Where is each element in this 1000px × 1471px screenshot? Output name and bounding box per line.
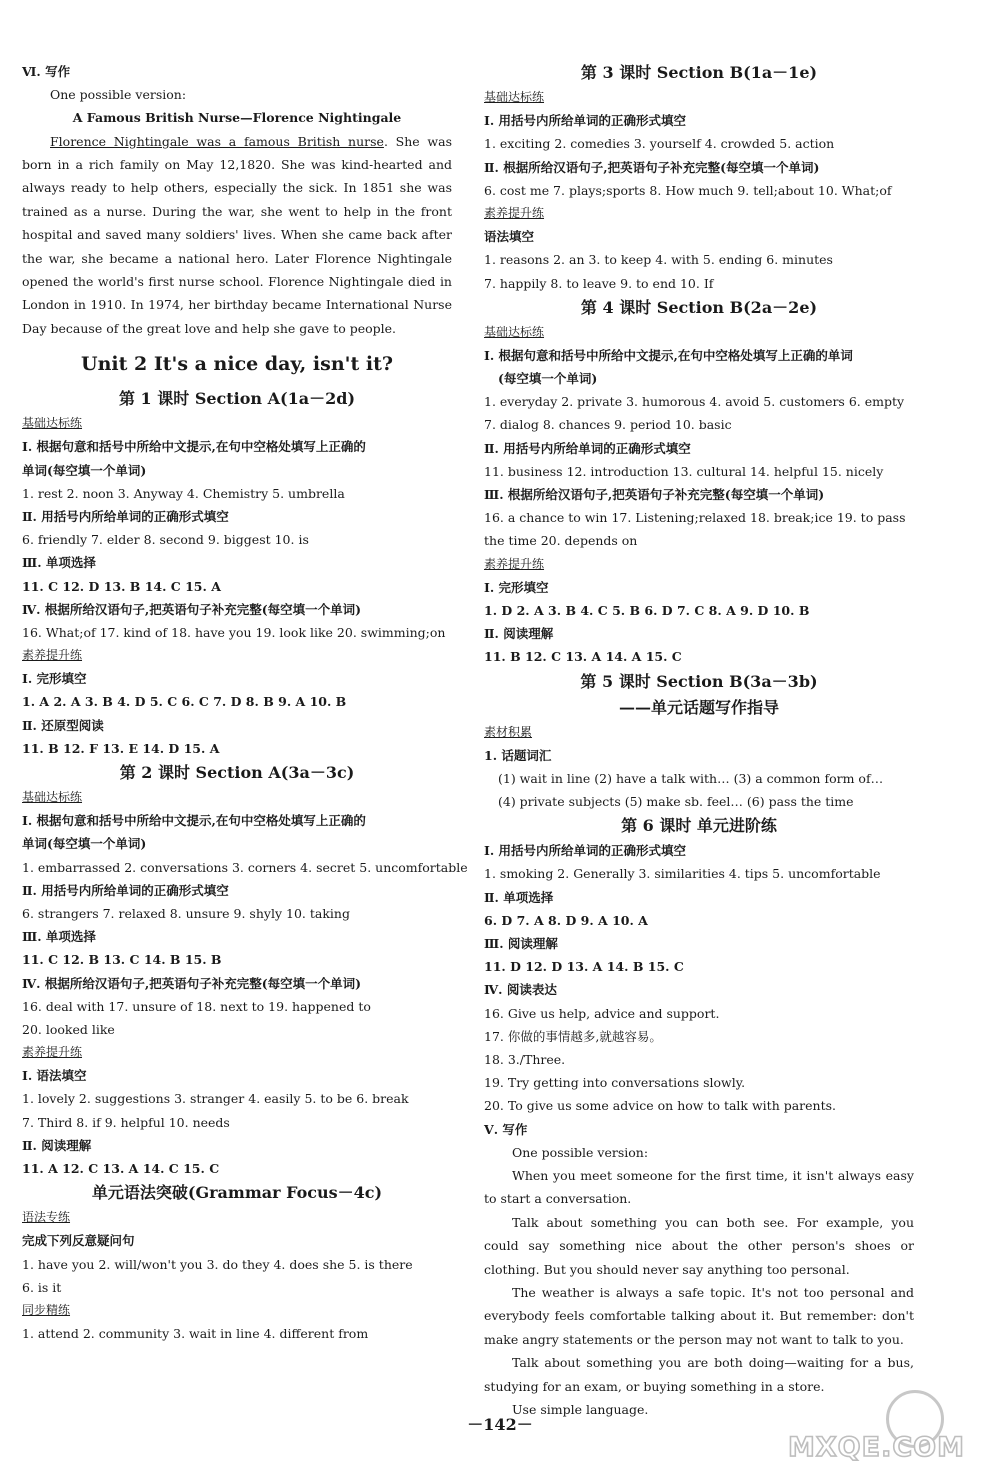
answer-line: 11. B 12. F 13. E 14. D 15. A bbox=[22, 740, 220, 756]
lesson-6-title: 第 6 课时 单元进阶练 bbox=[621, 816, 777, 836]
answer-line: 11. C 12. B 13. C 14. B 15. B bbox=[22, 952, 222, 968]
answer-line: 6. strangers 7. relaxed 8. unsure 9. shyly 10. taking bbox=[22, 905, 350, 921]
exercise-instruction: Ⅰ. 根据句意和括号中所给中文提示,在句中空格处填写上正确的 bbox=[22, 813, 366, 829]
lesson-3-title: 第 3 课时 Section B(1a－1e) bbox=[580, 63, 818, 82]
essay-underlined-text: Florence Nightingale was a famous British nurse bbox=[50, 133, 384, 149]
exercise-instruction: 单词(每空填一个单词) bbox=[22, 836, 147, 852]
lesson-2-title: 第 2 课时 Section A(3a－3c) bbox=[119, 763, 355, 783]
essay-paragraph: Use simple language. bbox=[512, 1401, 649, 1417]
answer-line: (1) wait in line (2) have a talk with… (3) a common form of… bbox=[498, 770, 884, 786]
exercise-instruction: Ⅱ. 根据所给汉语句子,把英语句子补充完整(每空填一个单词) bbox=[484, 159, 820, 175]
answer-line: 6. cost me 7. plays;sports 8. How much 9. tell;about 10. What;of bbox=[484, 182, 892, 198]
exercise-instruction: Ⅰ. 根据句意和括号中所给中文提示,在句中空格处填写上正确的单词 bbox=[484, 347, 853, 363]
section-tag-improve: 素养提升练 bbox=[22, 1045, 83, 1060]
answer-line: 16. a chance to win 17. Listening;relaxed 18. break;ice 19. to pass bbox=[484, 510, 906, 526]
exercise-instruction: (每空填一个单词) bbox=[498, 371, 598, 387]
answer-line: 1. everyday 2. private 3. humorous 4. avoid 5. customers 6. empty bbox=[484, 394, 905, 410]
answer-line: 6. D 7. A 8. D 9. A 10. A bbox=[484, 912, 648, 928]
essay-paragraph: The weather is always a safe topic. It's not too personal and everybody feels comfortable talking about it. But remember: don't make angry statements or the person may not want to talk to you. bbox=[484, 1284, 914, 1347]
answer-line: 20. looked like bbox=[22, 1021, 115, 1037]
section-tag-basic: 基础达标练 bbox=[22, 790, 83, 805]
answer-line: 16. What;of 17. kind of 18. have you 19. look like 20. swimming;on bbox=[22, 624, 446, 640]
exercise-instruction: Ⅰ. 完形填空 bbox=[22, 671, 87, 687]
section-tag-basic: 基础达标练 bbox=[484, 90, 545, 104]
exercise-instruction: 单词(每空填一个单词) bbox=[22, 462, 147, 478]
answer-line: 18. 3./Three. bbox=[484, 1051, 566, 1067]
answer-line: 1. smoking 2. Generally 3. similarities 4. tips 5. uncomfortable bbox=[484, 866, 881, 882]
answer-line: 11. A 12. C 13. A 14. C 15. C bbox=[22, 1161, 220, 1177]
exercise-instruction: Ⅰ. 语法填空 bbox=[22, 1068, 87, 1084]
answer-line: 6. is it bbox=[22, 1279, 62, 1295]
essay-paragraph: Talk about something you are both doing—waiting for a bus, studying for an exam, or buying something in a store. bbox=[484, 1355, 914, 1394]
answer-line: 1. attend 2. community 3. wait in line 4. different from bbox=[22, 1326, 369, 1342]
exercise-instruction: Ⅰ. 用括号内所给单词的正确形式填空 bbox=[484, 843, 687, 859]
essay-paragraph: When you meet someone for the first time, it isn't always easy to start a conversation. bbox=[484, 1167, 914, 1207]
answer-line: 7. dialog 8. chances 9. period 10. basic bbox=[484, 417, 732, 433]
exercise-instruction: Ⅱ. 单项选择 bbox=[484, 889, 554, 905]
answer-line: 20. To give us some advice on how to talk with parents. bbox=[484, 1098, 837, 1114]
exercise-instruction: Ⅱ. 用括号内所给单词的正确形式填空 bbox=[484, 440, 691, 456]
lesson-4-title: 第 4 课时 Section B(2a－2e) bbox=[580, 297, 818, 317]
possible-version-label: One possible version: bbox=[512, 1144, 649, 1160]
section-tag-basic: 基础达标练 bbox=[22, 416, 83, 431]
exercise-instruction: Ⅲ. 阅读理解 bbox=[484, 936, 558, 951]
watermark-text: MXQE.COM bbox=[788, 1432, 965, 1463]
answer-line: 7. happily 8. to leave 9. to end 10. If bbox=[484, 275, 714, 291]
answer-line: 11. C 12. D 13. B 14. C 15. A bbox=[22, 578, 221, 594]
lesson-1-title: 第 1 课时 Section A(1a－2d) bbox=[118, 389, 356, 409]
lesson-5-subtitle: ——单元话题写作指导 bbox=[618, 697, 779, 717]
section-tag-sync: 同步精练 bbox=[22, 1302, 71, 1317]
answer-line: 1. have you 2. will/won't you 3. do they 4. does she 5. is there bbox=[22, 1256, 413, 1272]
exercise-instruction: Ⅳ. 阅读表达 bbox=[484, 982, 557, 998]
answer-line: 1. D 2. A 3. B 4. C 5. B 6. D 7. C 8. A 9. D 10. B bbox=[484, 602, 810, 618]
watermark bbox=[768, 1388, 968, 1466]
answer-line: 1. exciting 2. comedies 3. yourself 4. crowded 5. action bbox=[484, 136, 835, 152]
exercise-instruction: Ⅲ. 单项选择 bbox=[22, 929, 96, 945]
exercise-instruction: Ⅱ. 阅读理解 bbox=[484, 626, 554, 642]
section-tag-material: 素材积累 bbox=[484, 724, 533, 739]
exercise-instruction: 完成下列反意疑问句 bbox=[22, 1233, 135, 1249]
answer-line: 1. reasons 2. an 3. to keep 4. with 5. ending 6. minutes bbox=[484, 252, 833, 268]
answer-line: 11. business 12. introduction 13. cultural 14. helpful 15. nicely bbox=[484, 463, 884, 479]
writing-header: Ⅵ. 写作 bbox=[22, 64, 71, 79]
right-column bbox=[484, 60, 914, 1421]
answer-line: 17. 你做的事情越多,就越容易。 bbox=[484, 1028, 662, 1044]
exercise-instruction: Ⅲ. 单项选择 bbox=[22, 555, 96, 571]
exercise-instruction: 1. 话题词汇 bbox=[484, 747, 552, 763]
answer-line: 16. Give us help, advice and support. bbox=[484, 1005, 720, 1021]
page-number: －142－ bbox=[467, 1415, 533, 1434]
unit-title: Unit 2 It's a nice day, isn't it? bbox=[81, 353, 393, 376]
exercise-instruction: Ⅱ. 用括号内所给单词的正确形式填空 bbox=[22, 508, 229, 524]
exercise-instruction: Ⅰ. 根据句意和括号中所给中文提示,在句中空格处填写上正确的 bbox=[22, 439, 366, 455]
section-tag-improve: 素养提升练 bbox=[22, 648, 83, 663]
exercise-instruction: Ⅱ. 还原型阅读 bbox=[22, 717, 104, 733]
exercise-instruction: Ⅲ. 根据所给汉语句子,把英语句子补充完整(每空填一个单词) bbox=[484, 487, 825, 502]
answer-line: 1. embarrassed 2. conversations 3. corners 4. secret 5. uncomfortable bbox=[22, 859, 468, 875]
answer-line: 11. B 12. C 13. A 14. A 15. C bbox=[484, 649, 682, 665]
possible-version-label: One possible version: bbox=[50, 87, 187, 103]
section-tag-grammar: 语法专练 bbox=[22, 1210, 71, 1225]
essay-body bbox=[22, 130, 452, 341]
answer-line: 1. rest 2. noon 3. Anyway 4. Chemistry 5. umbrella bbox=[22, 485, 345, 501]
answer-line: 7. Third 8. if 9. helpful 10. needs bbox=[22, 1114, 230, 1130]
lesson-5-title: 第 5 课时 Section B(3a－3b) bbox=[580, 671, 818, 691]
answer-line: the time 20. depends on bbox=[484, 533, 638, 549]
essay-rest-text: . She was born in a rich family on May 12,1820. She was kind-hearted and always ready to help others, especially the sick. In 1851 she was trained as a nurse. During the war, she went to help in the front hospital and saved many soldiers' lives. When she came back after the war, she became a national hero. Later Florence Nightingale opened the world's first nurse school. Florence Nightingale died in London in 1910. In 1974, her birthday became International Nurse Day because of the great love and help she gave to people. bbox=[22, 133, 452, 336]
left-column bbox=[22, 60, 468, 1345]
answer-line: 1. A 2. A 3. B 4. D 5. C 6. C 7. D 8. B 9. A 10. B bbox=[22, 694, 347, 710]
exercise-instruction: Ⅳ. 根据所给汉语句子,把英语句子补充完整(每空填一个单词) bbox=[22, 975, 362, 991]
exercise-instruction: Ⅱ. 阅读理解 bbox=[22, 1137, 92, 1153]
answer-line: (4) private subjects (5) make sb. feel… (6) pass the time bbox=[498, 794, 854, 810]
grammar-focus-title: 单元语法突破(Grammar Focus－4c) bbox=[91, 1183, 383, 1203]
section-tag-improve: 素养提升练 bbox=[484, 556, 545, 571]
answer-line: 1. lovely 2. suggestions 3. stranger 4. easily 5. to be 6. break bbox=[22, 1091, 409, 1107]
answer-line: 16. deal with 17. unsure of 18. next to 19. happened to bbox=[22, 998, 371, 1014]
answer-line: 6. friendly 7. elder 8. second 9. biggest 10. is bbox=[22, 532, 309, 548]
section-tag-improve: 素养提升练 bbox=[484, 205, 545, 220]
exercise-instruction: Ⅰ. 用括号内所给单词的正确形式填空 bbox=[484, 113, 687, 129]
essay-paragraph: Talk about something you can both see. For example, you could say something nice about the other person's shoes or clothing. But you should never say anything too personal. bbox=[484, 1214, 914, 1277]
answer-line: 19. Try getting into conversations slowly. bbox=[484, 1075, 746, 1091]
exercise-instruction: 语法填空 bbox=[484, 229, 535, 245]
exercise-instruction: Ⅰ. 完形填空 bbox=[484, 579, 549, 595]
exercise-instruction: Ⅱ. 用括号内所给单词的正确形式填空 bbox=[22, 882, 229, 898]
section-tag-basic: 基础达标练 bbox=[484, 324, 545, 339]
answer-line: 11. D 12. D 13. A 14. B 15. C bbox=[484, 959, 684, 975]
essay-title: A Famous British Nurse—Florence Nightingale bbox=[72, 110, 402, 126]
exercise-instruction: Ⅳ. 根据所给汉语句子,把英语句子补充完整(每空填一个单词) bbox=[22, 601, 362, 617]
exercise-instruction: Ⅴ. 写作 bbox=[484, 1121, 528, 1137]
